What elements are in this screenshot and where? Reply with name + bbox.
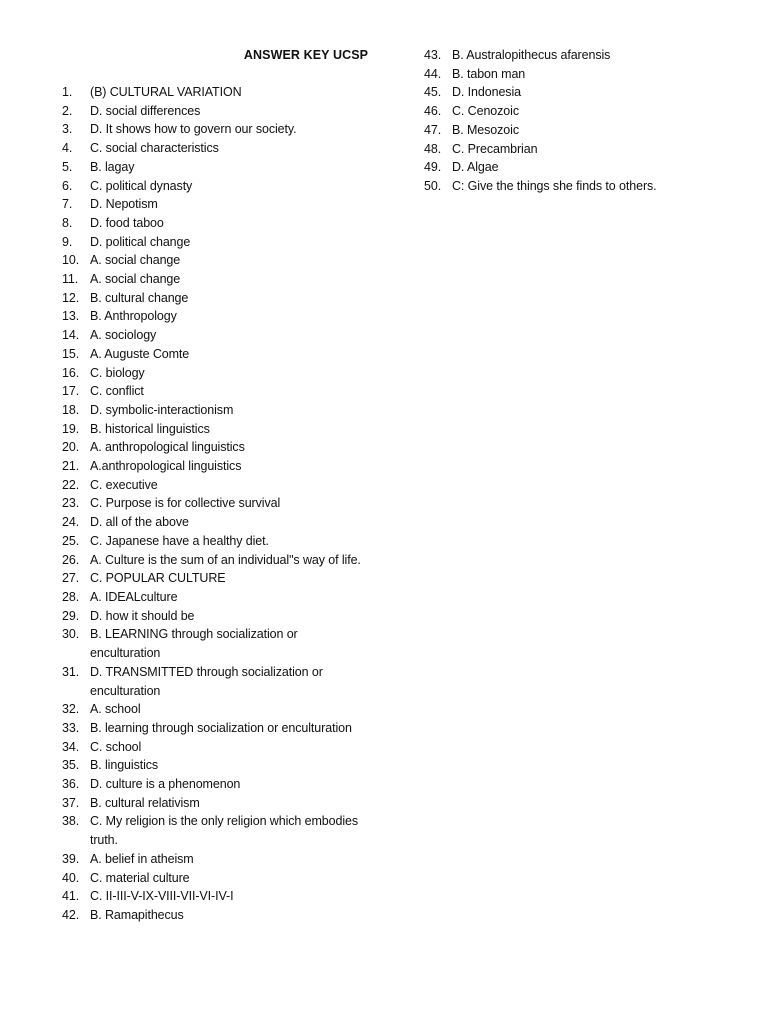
answer-text: A. social change xyxy=(90,272,181,287)
answer-item xyxy=(62,476,362,495)
answer-text: C. Purpose is for collective survival xyxy=(90,496,281,511)
answer-number: 17. xyxy=(62,384,80,399)
answer-item xyxy=(424,177,744,196)
answer-text: C. school xyxy=(90,739,142,754)
answer-number: 46. xyxy=(424,104,442,119)
answer-item xyxy=(62,438,362,457)
answer-text: D. how it should be xyxy=(90,608,195,623)
answer-text: C. Precambrian xyxy=(452,141,538,156)
answer-number: 48. xyxy=(424,141,442,156)
answer-item xyxy=(62,794,362,813)
answer-text: B. cultural change xyxy=(90,290,189,305)
answer-text: C. POPULAR CULTURE xyxy=(90,571,226,586)
answer-item xyxy=(424,121,744,140)
answer-number: 31. xyxy=(62,664,80,679)
answer-number: 22. xyxy=(62,477,80,492)
answer-number: 5. xyxy=(62,159,73,174)
answer-number: 29. xyxy=(62,608,80,623)
answer-item xyxy=(62,532,362,551)
answer-number: 34. xyxy=(62,739,80,754)
answer-item xyxy=(62,120,362,139)
answer-item xyxy=(424,46,744,65)
answer-number: 20. xyxy=(62,440,80,455)
answer-text: B. tabon man xyxy=(452,66,526,81)
answer-text: D. social differences xyxy=(90,103,201,118)
answer-number: 2. xyxy=(62,103,73,118)
answer-number: 36. xyxy=(62,777,80,792)
answer-number: 49. xyxy=(424,160,442,175)
answer-text: A. belief in atheism xyxy=(90,851,194,866)
answer-text: D. Algae xyxy=(452,160,499,175)
answer-item xyxy=(62,887,362,906)
answer-text: C. executive xyxy=(90,477,158,492)
page-title: ANSWER KEY UCSP xyxy=(243,48,369,62)
answer-number: 30. xyxy=(62,627,80,642)
answer-text: C. Cenozoic xyxy=(452,104,519,119)
answer-item xyxy=(62,850,362,869)
answer-item xyxy=(62,906,362,925)
answer-item xyxy=(62,700,362,719)
answer-number: 39. xyxy=(62,851,80,866)
answer-text: C. conflict xyxy=(90,384,144,399)
answer-item xyxy=(62,457,362,476)
answer-text: A. IDEALculture xyxy=(90,589,178,604)
answer-number: 26. xyxy=(62,552,80,567)
answer-text: B. Ramapithecus xyxy=(90,907,184,922)
answer-number: 15. xyxy=(62,346,80,361)
answer-item xyxy=(62,102,362,121)
answer-item xyxy=(424,140,744,159)
answer-text: A. sociology xyxy=(90,328,157,343)
answer-item xyxy=(62,345,362,364)
answer-item xyxy=(424,158,744,177)
answer-item xyxy=(62,382,362,401)
answer-number: 27. xyxy=(62,571,80,586)
answer-item xyxy=(62,569,362,588)
answer-item xyxy=(62,307,362,326)
answer-text: C: Give the things she finds to others. xyxy=(452,178,657,193)
answer-text: B. historical linguistics xyxy=(90,421,210,436)
answer-number: 33. xyxy=(62,720,80,735)
answer-number: 45. xyxy=(424,85,442,100)
answer-number: 28. xyxy=(62,589,80,604)
answer-text: B. LEARNING through socialization or enculturation xyxy=(90,627,298,661)
answer-item xyxy=(62,177,362,196)
answer-number: 16. xyxy=(62,365,80,380)
answer-text: D. symbolic-interactionism xyxy=(90,402,234,417)
answer-item xyxy=(62,756,362,775)
answer-text: A. Culture is the sum of an individual"s way of life. xyxy=(90,552,361,567)
answer-text: C. material culture xyxy=(90,870,190,885)
answer-number: 40. xyxy=(62,870,80,885)
answer-item xyxy=(62,270,362,289)
answer-text: B. cultural relativism xyxy=(90,795,200,810)
answer-number: 14. xyxy=(62,328,80,343)
answer-number: 8. xyxy=(62,215,73,230)
answer-item xyxy=(62,625,362,662)
answer-number: 25. xyxy=(62,533,80,548)
answer-text: D. political change xyxy=(90,234,191,249)
answer-text: C. My religion is the only religion which embodies truth. xyxy=(90,814,359,848)
answer-item xyxy=(62,607,362,626)
answer-item xyxy=(62,420,362,439)
answer-item xyxy=(62,869,362,888)
answer-text: A. school xyxy=(90,702,141,717)
answer-item xyxy=(62,289,362,308)
answer-text: A.anthropological linguistics xyxy=(90,459,242,474)
answer-number: 9. xyxy=(62,234,73,249)
answer-text: B. Mesozoic xyxy=(452,122,519,137)
answer-item xyxy=(62,812,362,849)
answer-number: 13. xyxy=(62,309,80,324)
answer-number: 19. xyxy=(62,421,80,436)
answer-number: 42. xyxy=(62,907,80,922)
answer-number: 4. xyxy=(62,141,73,156)
answer-item xyxy=(424,102,744,121)
answer-number: 6. xyxy=(62,178,73,193)
answer-text: D. all of the above xyxy=(90,515,189,530)
answer-text: C. political dynasty xyxy=(90,178,193,193)
answer-number: 37. xyxy=(62,795,80,810)
answer-number: 12. xyxy=(62,290,80,305)
answer-list-left xyxy=(62,83,362,925)
answer-item xyxy=(62,139,362,158)
answer-item xyxy=(62,551,362,570)
answer-number: 10. xyxy=(62,253,80,268)
answer-text: C. Japanese have a healthy diet. xyxy=(90,533,269,548)
answer-item xyxy=(62,158,362,177)
answer-text: D. Indonesia xyxy=(452,85,521,100)
answer-number: 47. xyxy=(424,122,442,137)
answer-number: 3. xyxy=(62,122,73,137)
answer-text: D. TRANSMITTED through socialization or enculturation xyxy=(90,664,323,698)
answer-number: 1. xyxy=(62,85,73,99)
answer-item xyxy=(62,588,362,607)
answer-item xyxy=(62,251,362,270)
answer-item xyxy=(62,719,362,738)
answer-text: D. food taboo xyxy=(90,215,164,230)
answer-item xyxy=(62,214,362,233)
answer-number: 21. xyxy=(62,459,80,474)
answer-number: 44. xyxy=(424,66,442,81)
answer-text: A. Auguste Comte xyxy=(90,346,190,361)
answer-list-right xyxy=(424,46,744,196)
answer-number: 50. xyxy=(424,178,442,193)
answer-text: B. learning through socialization or enculturation xyxy=(90,720,352,735)
answer-item xyxy=(62,663,362,700)
answer-text: D. Nepotism xyxy=(90,197,158,212)
answer-number: 23. xyxy=(62,496,80,511)
answer-item xyxy=(62,775,362,794)
answer-text: B. Anthropology xyxy=(90,309,177,324)
answer-text: D. It shows how to govern our society. xyxy=(90,122,297,137)
answer-text: A. social change xyxy=(90,253,181,268)
answer-number: 32. xyxy=(62,702,80,717)
answer-text: A. anthropological linguistics xyxy=(90,440,245,455)
answer-number: 38. xyxy=(62,814,80,829)
answer-item xyxy=(62,233,362,252)
answer-number: 43. xyxy=(424,48,442,62)
answer-text: (B) CULTURAL VARIATION xyxy=(90,85,242,99)
answer-text: C. II-III-V-IX-VIII-VII-VI-IV-I xyxy=(90,889,234,904)
answer-number: 11. xyxy=(62,272,79,287)
answer-item xyxy=(62,494,362,513)
answer-number: 18. xyxy=(62,402,80,417)
answer-item xyxy=(62,83,362,102)
answer-text: C. social characteristics xyxy=(90,141,219,156)
answer-number: 35. xyxy=(62,758,80,773)
answer-text: C. biology xyxy=(90,365,145,380)
answer-number: 7. xyxy=(62,197,73,212)
answer-text: B. linguistics xyxy=(90,758,159,773)
answer-number: 41. xyxy=(62,889,80,904)
answer-item xyxy=(424,65,744,84)
answer-item xyxy=(62,195,362,214)
answer-text: D. culture is a phenomenon xyxy=(90,777,241,792)
answer-item xyxy=(62,364,362,383)
answer-item xyxy=(62,513,362,532)
answer-item xyxy=(62,738,362,757)
answer-text: B. lagay xyxy=(90,159,135,174)
answer-text: B. Australopithecus afarensis xyxy=(452,48,611,62)
answer-item xyxy=(424,83,744,102)
answer-item xyxy=(62,326,362,345)
answer-item xyxy=(62,401,362,420)
answer-number: 24. xyxy=(62,515,80,530)
